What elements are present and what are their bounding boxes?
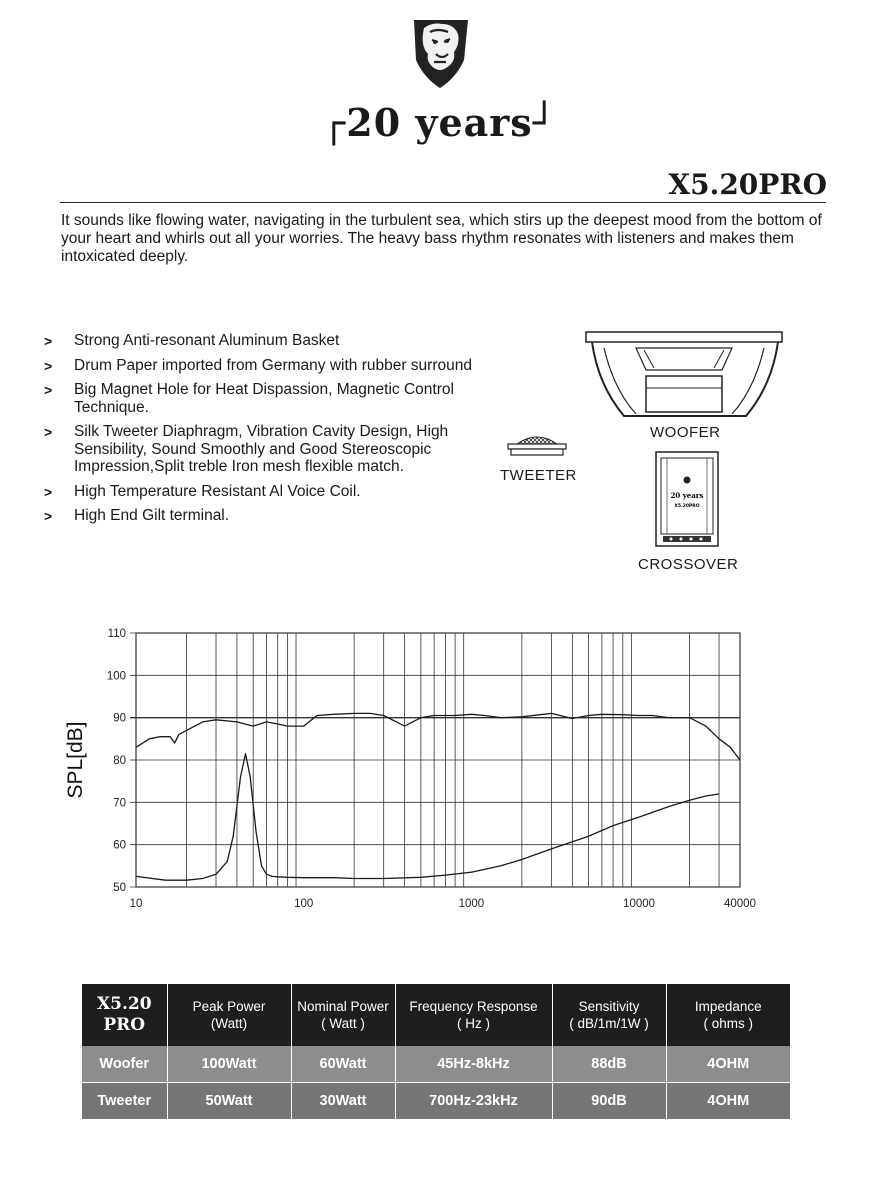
chevron-right-icon: > bbox=[44, 508, 53, 524]
cell-peak-power: 50Watt bbox=[167, 1083, 291, 1120]
table-header-impedance: Impedance ( ohms ) bbox=[666, 984, 790, 1046]
row-name: Tweeter bbox=[82, 1083, 167, 1120]
crossover-image bbox=[653, 450, 723, 550]
y-tick-label: 50 bbox=[113, 882, 126, 894]
feature-list bbox=[44, 332, 504, 532]
chevron-right-icon: > bbox=[44, 483, 53, 500]
chevron-right-icon: > bbox=[44, 382, 53, 398]
feature-item: > High Temperature Resistant Al Voice Coil. bbox=[44, 482, 361, 500]
x-tick-label: 1000 bbox=[458, 898, 485, 910]
woofer-image bbox=[584, 330, 784, 425]
row-name: Woofer bbox=[82, 1046, 167, 1083]
feature-item: > Strong Anti-resonant Aluminum Basket bbox=[44, 332, 340, 349]
feature-item: > Silk Tweeter Diaphragm, Vibration Cavity Design, High Sensibility, Sound Smoothly and Good Stereoscopic Impression,Split treble Iron mesh flexible match. bbox=[44, 423, 449, 475]
cell-nominal-power: 30Watt bbox=[291, 1083, 395, 1120]
x-tick-label: 100 bbox=[294, 898, 314, 910]
table-model-header: X5.20 PRO bbox=[82, 984, 167, 1046]
cell-impedance: 4OHM bbox=[666, 1083, 790, 1120]
table-header-sensitivity: Sensitivity ( dB/1m/1W ) bbox=[552, 984, 666, 1046]
cell-peak-power: 100Watt bbox=[167, 1046, 291, 1083]
cell-sensitivity: 90dB bbox=[552, 1083, 666, 1120]
y-tick-label: 90 bbox=[113, 712, 126, 725]
lion-head-icon bbox=[684, 477, 691, 484]
table-row bbox=[82, 1083, 790, 1120]
feature-item: > Big Magnet Hole for Heat Dispassion, Magnetic Control Technique. bbox=[44, 381, 454, 416]
cell-frequency-response: 700Hz-23kHz bbox=[395, 1083, 552, 1120]
x-tick-label: 40000 bbox=[724, 898, 756, 910]
cell-sensitivity: 88dB bbox=[552, 1046, 666, 1083]
tweeter-image bbox=[505, 430, 569, 460]
crossover-label: CROSSOVER bbox=[638, 556, 739, 573]
x-tick-label: 10 bbox=[129, 898, 143, 910]
chevron-right-icon: > bbox=[44, 333, 53, 349]
y-axis-label: SPL[dB] bbox=[64, 721, 87, 799]
cell-impedance: 4OHM bbox=[666, 1046, 790, 1083]
feature-item: > High End Gilt terminal. bbox=[44, 507, 230, 524]
cell-frequency-response: 45Hz-8kHz bbox=[395, 1046, 552, 1083]
brand-wordmark: ┌20 years┘ bbox=[322, 100, 557, 145]
y-tick-label: 100 bbox=[106, 670, 126, 683]
spl-frequency-chart bbox=[60, 620, 760, 920]
lion-head-shield-icon bbox=[400, 12, 480, 92]
crossover-brand-text: 20 years bbox=[670, 491, 704, 500]
title-divider bbox=[60, 202, 826, 203]
table-header-nominal-power: Nominal Power ( Watt ) bbox=[291, 984, 395, 1046]
woofer-label: WOOFER bbox=[650, 424, 721, 441]
model-title: X5.20PRO bbox=[668, 168, 827, 201]
table-header-frequency-response: Frequency Response ( Hz ) bbox=[395, 984, 552, 1046]
table-row bbox=[82, 1046, 790, 1083]
table-header-peak-power: Peak Power (Watt) bbox=[167, 984, 291, 1046]
tweeter-label: TWEETER bbox=[500, 467, 577, 484]
cell-nominal-power: 60Watt bbox=[291, 1046, 395, 1083]
brand-text: 20 years bbox=[346, 100, 533, 145]
y-tick-label: 70 bbox=[113, 797, 126, 810]
y-tick-label: 60 bbox=[113, 839, 126, 852]
x-tick-label: 10000 bbox=[623, 898, 656, 910]
y-tick-label: 110 bbox=[107, 628, 126, 640]
y-tick-label: 80 bbox=[113, 755, 126, 767]
chevron-right-icon: > bbox=[44, 357, 53, 374]
crossover-model-text: X5.20PRO bbox=[674, 504, 700, 509]
chevron-right-icon: > bbox=[44, 424, 53, 440]
spec-table bbox=[82, 984, 790, 1119]
intro-paragraph: It sounds like flowing water, navigating in the turbulent sea, which stirs up the deepest mood from the bottom of your heart and whirls out all your worries. The heavy bass rhythm resonates with listeners and makes them intoxicated deeply. bbox=[61, 212, 822, 265]
feature-item: > Drum Paper imported from Germany with rubber surround bbox=[44, 356, 472, 374]
table-header-row bbox=[82, 984, 790, 1046]
frequency-response-line bbox=[136, 713, 740, 760]
